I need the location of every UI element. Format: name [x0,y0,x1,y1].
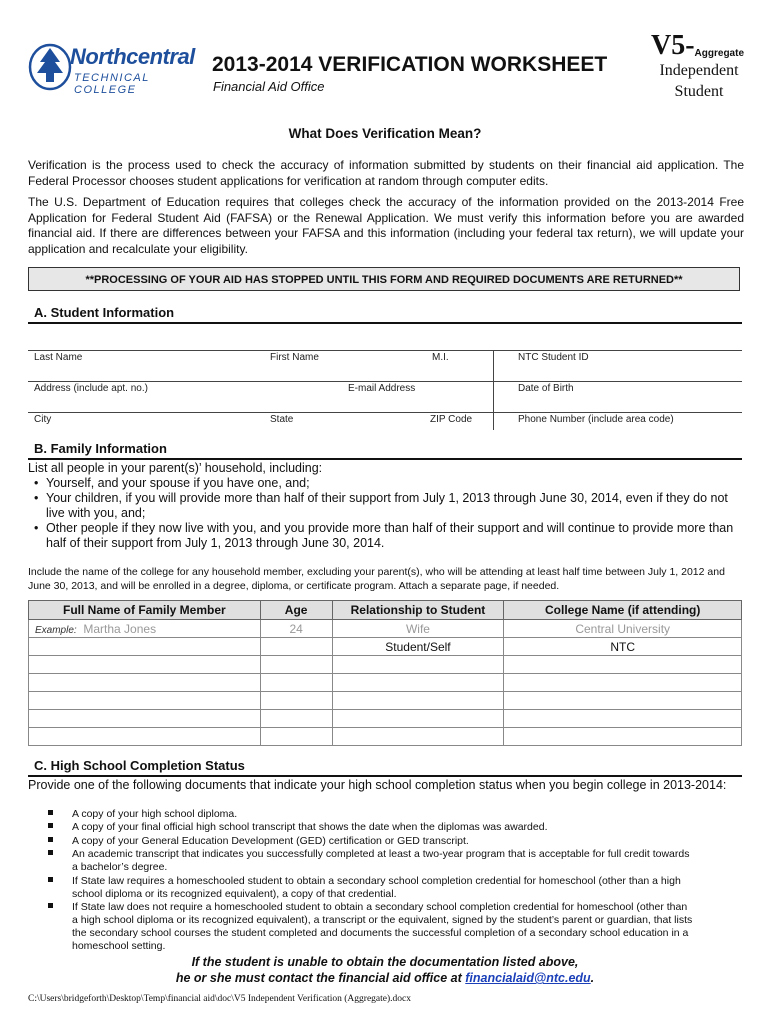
field-line [28,381,742,382]
first-name-field[interactable]: First Name [270,352,319,363]
family-bullet-3-cont: half of their support from July 1, 2013 through June 30, 2014. [46,536,385,550]
table-row [29,656,742,674]
closing-line-1: If the student is unable to obtain the documentation listed above, [191,955,579,969]
bullet-square-icon [48,850,53,855]
closing-line-2: he or she must contact the financial aid office at financialaid@ntc.edu. [175,971,595,985]
table-cell[interactable] [29,692,261,710]
state-field[interactable]: State [270,414,294,425]
family-bullet-1: • Yourself, and your spouse if you have one, and; [34,476,310,490]
table-header-row [29,601,742,620]
table-row [29,674,742,692]
processing-notice: **PROCESSING OF YOUR AID HAS STOPPED UNTIL THIS FORM AND REQUIRED DOCUMENTS ARE RETURNED** [28,267,740,291]
table-cell[interactable] [504,692,742,710]
phone-number-field[interactable]: Phone Number (include area code) [518,414,674,425]
bullet-square-icon [48,837,53,842]
table-row [29,692,742,710]
hs-item-5: If State law requires a homeschooled student to obtain a secondary school completion credential for homeschool (other than a high [48,875,748,888]
logo-name: Northcentral [70,44,195,69]
self-college-cell: NTC [504,638,742,656]
section-b-rule [28,458,742,460]
hs-item-3: A copy of your General Education Development (GED) certification or GED transcript. [48,835,748,848]
email-field[interactable]: E-mail Address [348,383,416,394]
financial-aid-email-link[interactable]: financialaid@ntc.edu [465,971,591,985]
self-relationship-cell: Student/Self [332,638,504,656]
table-cell[interactable] [260,710,332,728]
section-a-title: A. Student Information [34,305,175,320]
example-college-cell: Central University [504,620,742,638]
table-cell[interactable] [29,656,261,674]
table-cell[interactable] [332,692,504,710]
table-cell[interactable] [504,728,742,746]
intro-paragraph-1: Verification is the process used to check the accuracy of information submitted by students on their financial aid application. The Federal Processor chooses student applications for verification at random through computer edits. [28,158,744,188]
date-of-birth-field[interactable]: Date of Birth [518,383,574,394]
table-row-example [29,620,742,638]
bullet-square-icon [48,810,53,815]
hs-intro: Provide one of the following documents that indicate your high school completion status when you begin college in 2013-2014: [28,778,727,792]
table-cell[interactable] [504,674,742,692]
college-inclusion-note: Include the name of the college for any household member, excluding your parent(s), who will be attending at least half time between July 1, 2012 and June 30, 2013, and will be enrolled in a degree, diploma, or certificate program. Attach a separate page, if needed. [28,566,725,592]
field-line [28,412,742,413]
logo-subtitle: TECHNICAL COLLEGE [74,72,150,96]
table-row-self [29,638,742,656]
table-cell[interactable] [332,656,504,674]
col-header-relationship: Relationship to Student [332,601,504,620]
family-members-table [28,600,742,746]
col-header-college: College Name (if attending) [504,601,742,620]
section-c-title: C. High School Completion Status [34,758,245,773]
document-title: 2013-2014 VERIFICATION WORKSHEET [212,53,608,76]
family-bullet-2-cont: live with you, and; [46,506,146,520]
version-tag: Aggregate [694,48,744,59]
hs-item-4: An academic transcript that indicates you successfully completed at least a two-year program that is acceptable for full credit towards [48,848,748,861]
table-cell[interactable] [332,674,504,692]
college-logo [26,42,202,94]
version-code: V5- [651,30,695,61]
table-cell[interactable] [29,638,261,656]
table-row [29,728,742,746]
table-row [29,710,742,728]
last-name-field[interactable]: Last Name [34,352,83,363]
table-cell[interactable] [29,728,261,746]
family-intro: List all people in your parent(s)’ household, including: [28,461,323,475]
zip-code-field[interactable]: ZIP Code [430,414,473,425]
table-cell[interactable] [504,710,742,728]
student-type-line-2: Student [674,83,724,100]
col-header-age: Age [260,601,332,620]
table-cell[interactable] [29,674,261,692]
verification-heading: What Does Verification Mean? [288,126,482,141]
hs-item-2: A copy of your final official high school transcript that shows the date when the diplomas was awarded. [48,821,748,834]
ntc-student-id-field[interactable]: NTC Student ID [518,352,589,363]
section-c-rule [28,775,742,777]
example-age-cell: 24 [260,620,332,638]
table-cell[interactable] [332,728,504,746]
table-cell[interactable] [504,656,742,674]
field-line [28,350,742,351]
example-relationship-cell: Wife [332,620,504,638]
bullet-square-icon [48,903,53,908]
example-name-cell: Example: Martha Jones [29,620,261,638]
tree-logo-icon [26,42,72,92]
table-cell[interactable] [260,728,332,746]
table-cell[interactable] [260,692,332,710]
table-cell[interactable] [260,674,332,692]
hs-item-1: A copy of your high school diploma. [48,808,748,821]
col-header-name: Full Name of Family Member [29,601,261,620]
section-b-title: B. Family Information [34,441,167,456]
table-cell[interactable] [260,638,332,656]
table-cell[interactable] [260,656,332,674]
family-bullet-2: • Your children, if you will provide more than half of their support from July 1, 2013 through June 30, 2014, even if they do not [34,491,728,505]
bullet-square-icon [48,877,53,882]
table-cell[interactable] [29,710,261,728]
table-cell[interactable] [332,710,504,728]
field-divider [493,350,494,430]
section-a-rule [28,322,742,324]
city-field[interactable]: City [34,414,52,425]
footer-file-path: C:\Users\bridgeforth\Desktop\Temp\financial aid\doc\V5 Independent Verification (Aggregate).docx [28,994,412,1004]
middle-initial-field[interactable]: M.I. [432,352,449,363]
student-type-line-1: Independent [659,62,739,79]
hs-item-6: If State law does not require a homeschooled student to obtain a secondary school completion credential for homeschool (other than [48,901,748,914]
family-bullet-3: • Other people if they now live with you, and you provide more than half of their support and will continue to provide more than [34,521,734,535]
document-subtitle: Financial Aid Office [213,79,325,94]
bullet-square-icon [48,823,53,828]
version-label [651,30,744,62]
address-field[interactable]: Address (include apt. no.) [34,383,148,394]
intro-paragraph-2: The U.S. Department of Education requires that colleges check the accuracy of the information provided on the 2013-2014 Free Application for Federal Student Aid (FAFSA) or the Renewal Application. We must verify this information before you are awarded financial aid. If there are differences between your FAFSA and this information (including your federal tax return), we will update your application and recalculate your eligibility. [28,195,744,256]
